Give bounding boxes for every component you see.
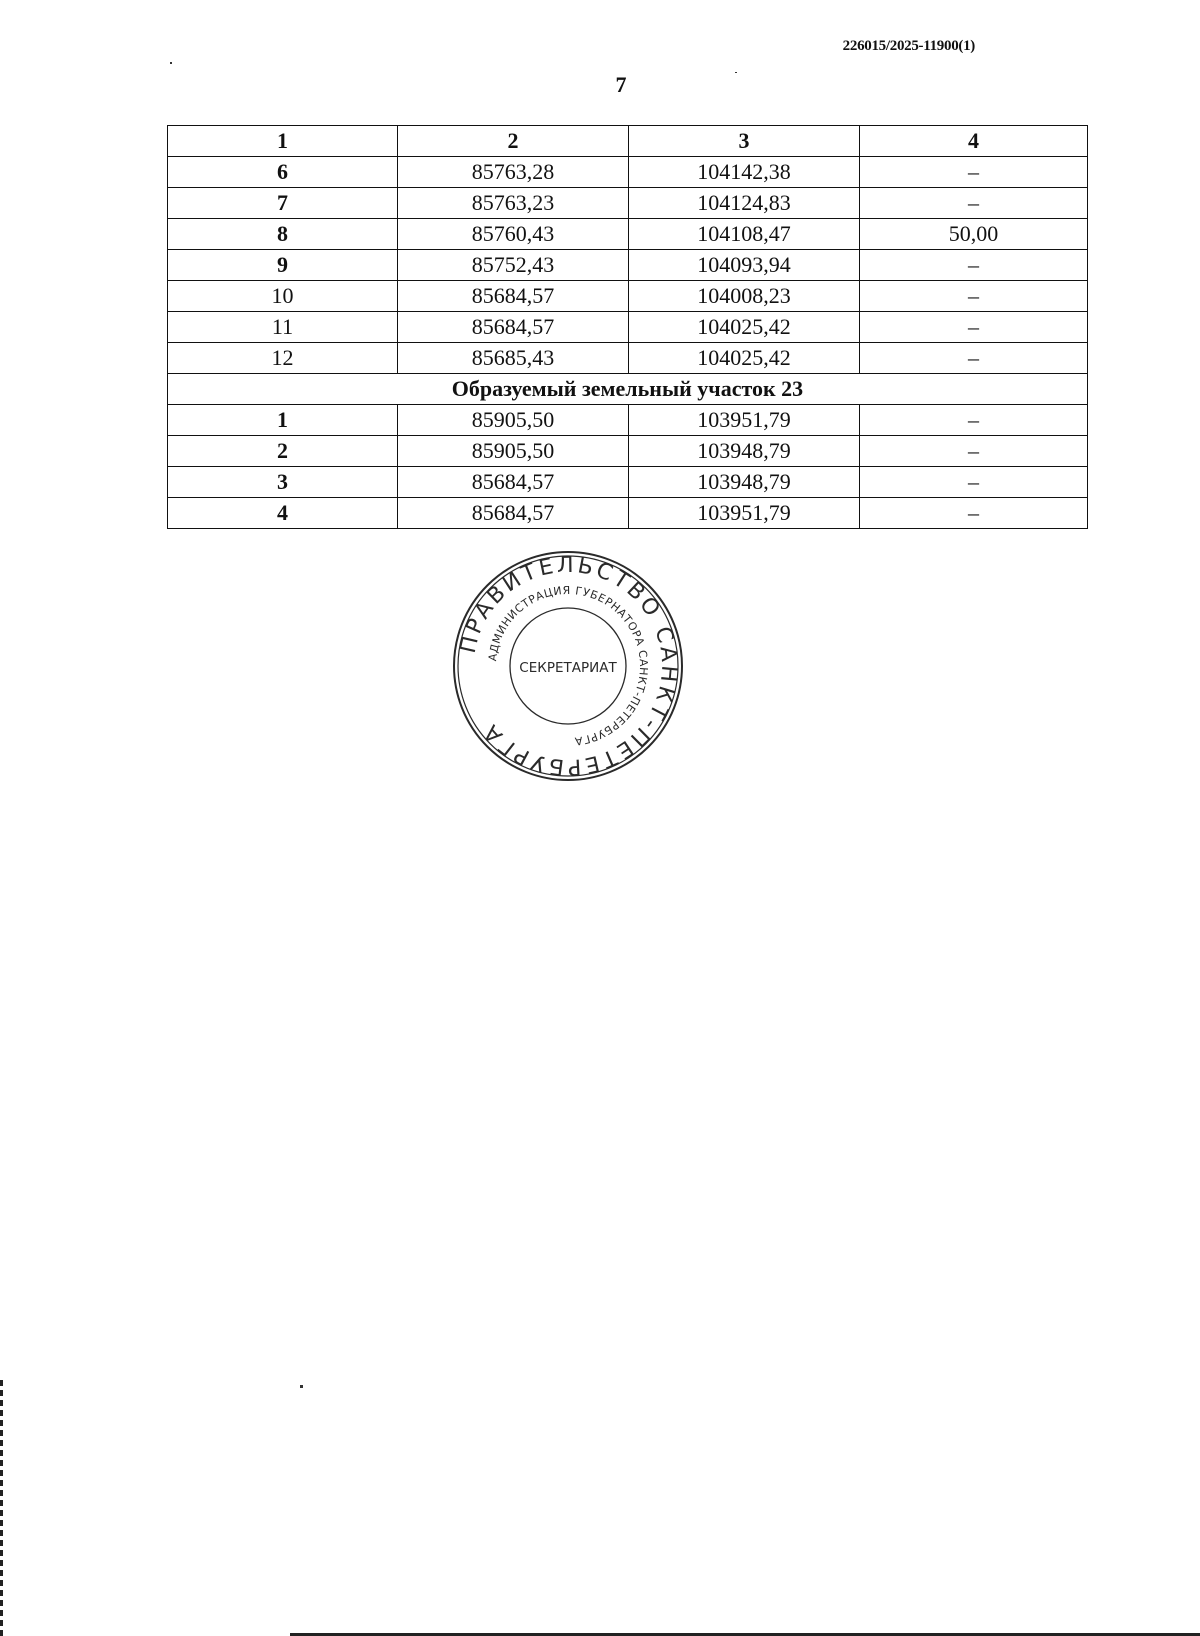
coordinate-x: 85760,43 — [398, 219, 629, 250]
column-header: 4 — [860, 126, 1088, 157]
scan-speck — [735, 72, 737, 73]
column-4-value: – — [860, 436, 1088, 467]
table-row — [168, 312, 1088, 343]
column-header: 3 — [629, 126, 860, 157]
column-4-value: – — [860, 343, 1088, 374]
coordinates-table — [167, 125, 1088, 529]
coordinate-x: 85752,43 — [398, 250, 629, 281]
point-number: 9 — [168, 250, 398, 281]
table-row — [168, 405, 1088, 436]
column-4-value: – — [860, 281, 1088, 312]
point-number: 6 — [168, 157, 398, 188]
scan-speck — [300, 1385, 303, 1388]
table-row — [168, 188, 1088, 219]
column-4-value: 50,00 — [860, 219, 1088, 250]
table-row — [168, 281, 1088, 312]
coordinate-x: 85684,57 — [398, 312, 629, 343]
coordinate-x: 85684,57 — [398, 467, 629, 498]
column-4-value: – — [860, 250, 1088, 281]
section-title: Образуемый земельный участок 23 — [168, 374, 1088, 405]
official-stamp — [448, 548, 688, 784]
coordinate-y: 104025,42 — [629, 343, 860, 374]
coordinate-y: 103951,79 — [629, 498, 860, 529]
column-header: 2 — [398, 126, 629, 157]
coordinate-x: 85684,57 — [398, 281, 629, 312]
table-header-row — [168, 126, 1088, 157]
coordinate-y: 104093,94 — [629, 250, 860, 281]
table-row — [168, 250, 1088, 281]
point-number: 10 — [168, 281, 398, 312]
point-number: 11 — [168, 312, 398, 343]
column-4-value: – — [860, 157, 1088, 188]
column-4-value: – — [860, 467, 1088, 498]
coordinate-x: 85684,57 — [398, 498, 629, 529]
point-number: 1 — [168, 405, 398, 436]
document-registration-number: 226015/2025-11900(1) — [842, 38, 975, 54]
table-row — [168, 219, 1088, 250]
coordinate-y: 104124,83 — [629, 188, 860, 219]
page-number: 7 — [615, 72, 627, 97]
point-number: 7 — [168, 188, 398, 219]
coordinate-y: 103951,79 — [629, 405, 860, 436]
coordinate-y: 104025,42 — [629, 312, 860, 343]
point-number: 4 — [168, 498, 398, 529]
point-number: 2 — [168, 436, 398, 467]
point-number: 3 — [168, 467, 398, 498]
column-4-value: – — [860, 498, 1088, 529]
scan-left-edge — [0, 1380, 3, 1636]
point-number: 8 — [168, 219, 398, 250]
table-row — [168, 498, 1088, 529]
point-number: 12 — [168, 343, 398, 374]
stamp-outer-text: ПРАВИТЕЛЬСТВО САНКТ-ПЕТЕРБУРГА — [455, 552, 682, 780]
column-4-value: – — [860, 405, 1088, 436]
coordinate-x: 85763,23 — [398, 188, 629, 219]
table-row — [168, 157, 1088, 188]
coordinate-x: 85905,50 — [398, 405, 629, 436]
coordinate-x: 85763,28 — [398, 157, 629, 188]
coordinate-x: 85685,43 — [398, 343, 629, 374]
section-row — [168, 374, 1088, 405]
table-row — [168, 343, 1088, 374]
table-row — [168, 436, 1088, 467]
stamp-center-text: СЕКРЕТАРИАТ — [519, 660, 617, 676]
coordinate-y: 104108,47 — [629, 219, 860, 250]
coordinate-y: 103948,79 — [629, 467, 860, 498]
column-4-value: – — [860, 312, 1088, 343]
scan-speck — [170, 62, 172, 64]
coordinate-x: 85905,50 — [398, 436, 629, 467]
table-row — [168, 467, 1088, 498]
coordinate-y: 104142,38 — [629, 157, 860, 188]
coordinate-y: 104008,23 — [629, 281, 860, 312]
coordinate-y: 103948,79 — [629, 436, 860, 467]
column-4-value: – — [860, 188, 1088, 219]
stamp-inner-text: АДМИНИСТРАЦИЯ ГУБЕРНАТОРА САНКТ-ПЕТЕРБУРГА — [486, 583, 651, 748]
column-header: 1 — [168, 126, 398, 157]
